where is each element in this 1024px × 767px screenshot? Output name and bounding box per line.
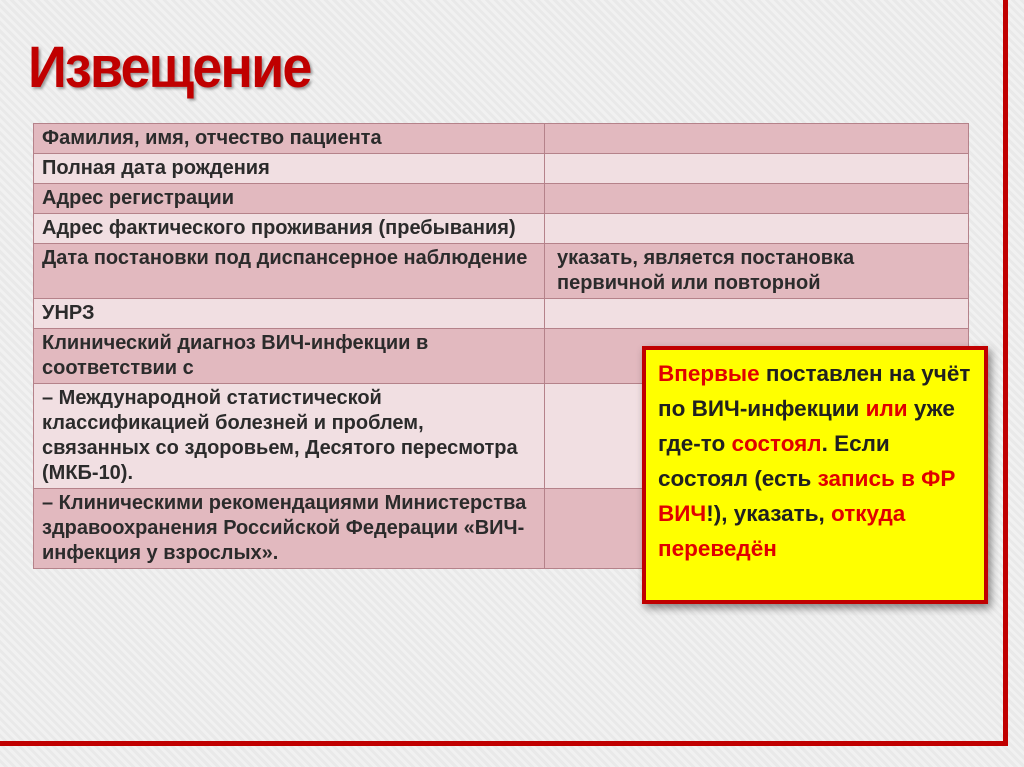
- row-value: [545, 124, 969, 154]
- table-row: [34, 124, 969, 154]
- row-label: Полная дата рождения: [34, 154, 545, 184]
- row-value: [545, 184, 969, 214]
- row-label: Адрес фактического проживания (пребывания): [34, 214, 545, 244]
- callout-text-highlight: или: [865, 396, 908, 421]
- callout-text: !), указать,: [706, 501, 832, 526]
- table-row: [34, 244, 969, 299]
- table-row: [34, 184, 969, 214]
- callout-text-highlight: запись в ФР ВИЧ: [658, 466, 956, 526]
- row-label: Адрес регистрации: [34, 184, 545, 214]
- frame-border-right: [1003, 0, 1008, 745]
- row-value: [545, 299, 969, 329]
- row-label: Дата постановки под диспансерное наблюдение: [34, 244, 545, 299]
- row-label: – Клиническими рекомендациями Министерства здравоохранения Российской Федерации «ВИЧ-инфекция у взрослых».: [34, 489, 545, 569]
- callout-text: поставлен на учёт по ВИЧ-инфекции: [658, 361, 971, 421]
- callout-note: [642, 346, 988, 604]
- callout-text: . Если состоял (есть: [658, 431, 890, 491]
- row-label: Клинический диагноз ВИЧ-инфекции в соответствии с: [34, 329, 545, 384]
- slide-title: Извещение: [28, 35, 311, 100]
- callout-text-highlight: состоял: [731, 431, 822, 456]
- table-row: [34, 154, 969, 184]
- table-row: [34, 214, 969, 244]
- frame-border-bottom: [0, 741, 1008, 746]
- row-label: – Международной статистической классификацией болезней и проблем, связанных со здоровьем, Десятого пересмотра (МКБ-10).: [34, 384, 545, 489]
- row-value: указать, является постановка первичной или повторной: [545, 244, 969, 299]
- callout-text-highlight: Впервые: [658, 361, 760, 386]
- callout-text-highlight: откуда переведён: [658, 501, 906, 561]
- row-value: [545, 214, 969, 244]
- row-label: УНРЗ: [34, 299, 545, 329]
- callout-text: уже где-то: [658, 396, 955, 456]
- row-label: Фамилия, имя, отчество пациента: [34, 124, 545, 154]
- table-row: [34, 299, 969, 329]
- row-value: [545, 154, 969, 184]
